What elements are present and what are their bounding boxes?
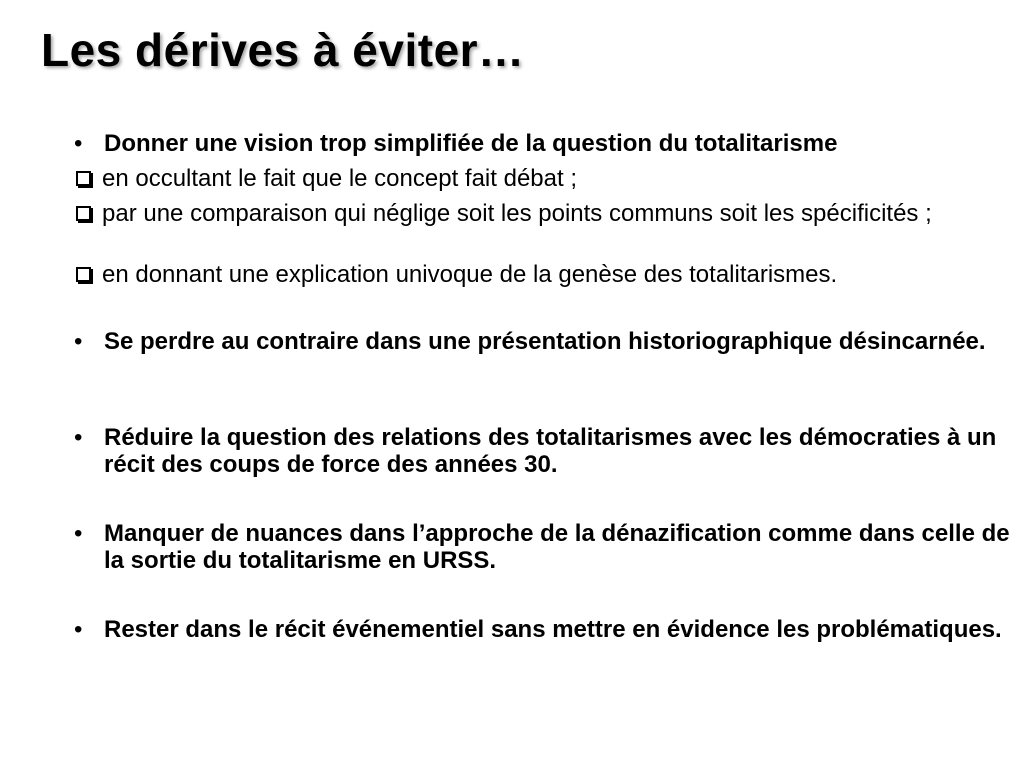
bullet-icon: • xyxy=(74,616,83,643)
bullet-item xyxy=(72,424,1012,478)
bullet-item xyxy=(72,328,1012,355)
bullet-icon: • xyxy=(74,328,83,355)
bullet-item xyxy=(72,520,1012,574)
checkbox-item xyxy=(72,261,1012,288)
bullet-item xyxy=(72,130,1012,157)
checkbox-item xyxy=(72,165,1012,192)
checkbox-square-icon xyxy=(76,206,91,221)
bullet-icon: • xyxy=(74,424,83,451)
bullet-text: Donner une vision trop simplifiée de la question du totalitarisme xyxy=(104,130,838,157)
bullet-text: Manquer de nuances dans l’approche de la dénazification comme dans celle de la sortie du totalitarisme en URSS. xyxy=(104,520,1010,574)
checkbox-item-text: par une comparaison qui néglige soit les points communs soit les spécificités ; xyxy=(102,200,932,227)
bullet-text: Rester dans le récit événementiel sans mettre en évidence les problématiques. xyxy=(104,616,1002,643)
bullet-item xyxy=(72,616,1012,643)
slide-title: Les dérives à éviter… xyxy=(41,24,525,76)
checkbox-item-text: en occultant le fait que le concept fait débat ; xyxy=(102,165,577,192)
bullet-text: Réduire la question des relations des totalitarismes avec les démocraties à un récit des coups de force des années 30. xyxy=(104,424,997,478)
bullet-text: Se perdre au contraire dans une présentation historiographique désincarnée. xyxy=(104,328,986,355)
bullet-icon: • xyxy=(74,520,83,547)
bullet-icon: • xyxy=(74,130,83,157)
checkbox-item xyxy=(72,200,1012,227)
checkbox-square-icon xyxy=(76,267,91,282)
checkbox-square-icon xyxy=(76,171,91,186)
checkbox-item-text: en donnant une explication univoque de la genèse des totalitarismes. xyxy=(102,261,838,288)
